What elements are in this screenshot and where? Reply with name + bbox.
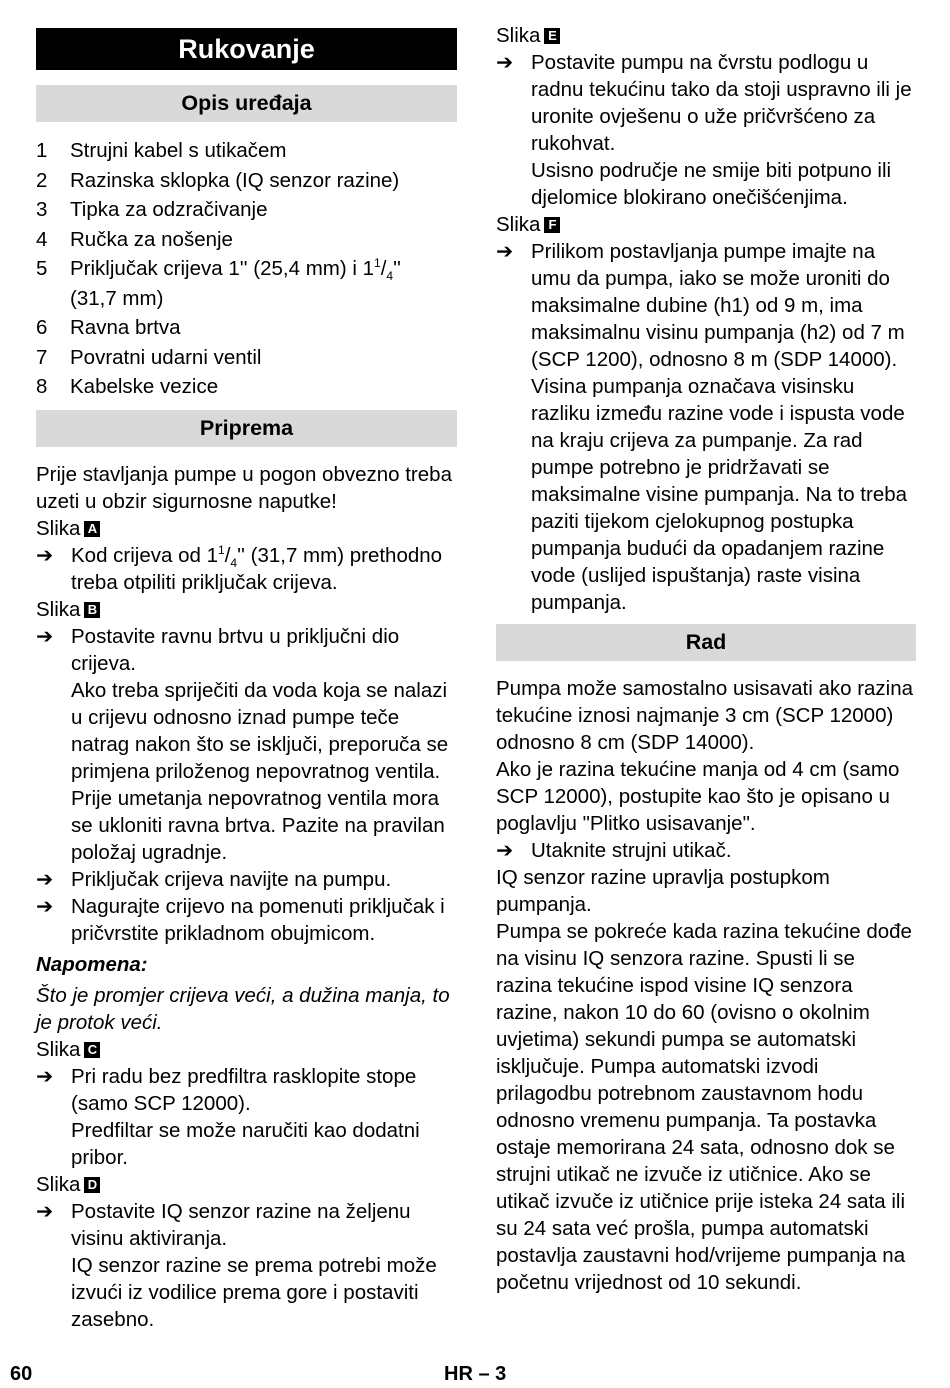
instruction-c: ➔ Pri radu bez predfiltra rasklopite stope (samo SCP 12000). bbox=[36, 1064, 417, 1115]
list-item: 5 Priključak crijeva 1'' (25,4 mm) i $1^1/_4''$ (31,7 mm) bbox=[36, 256, 401, 310]
parts-list bbox=[36, 136, 457, 402]
rad-paragraph-3: IQ senzor razine upravlja postupkom pumpanja. bbox=[496, 866, 830, 916]
arrow-right-icon: ➔ bbox=[36, 543, 54, 567]
figure-label-e: Slika E bbox=[496, 22, 916, 49]
instruction-f: ➔ Prilikom postavljanja pumpe imajte na umu da pumpa, iako se može uroniti do maksimalne dubine (h1) od 9 m, ima maksimalnu visinu pumpanja (h2) od 7 m (SCP 1200), odnosno 8 m (SDP 14000). bbox=[496, 240, 905, 371]
section-heading-rad: Rad bbox=[496, 624, 916, 661]
page-code: HR – 3 bbox=[444, 1363, 507, 1385]
instruction-rad: ➔ Utaknite strujni utikač. bbox=[496, 839, 732, 862]
instruction-d-text: IQ senzor razine se prema potrebi može izvući iz vodilice prema gore i postaviti zasebno. bbox=[71, 1253, 437, 1331]
list-item: 3 Tipka za odzračivanje bbox=[36, 198, 268, 221]
figure-label-b: Slika B bbox=[36, 596, 457, 623]
figure-f-badge: F bbox=[544, 217, 560, 233]
figure-d-badge: D bbox=[84, 1177, 100, 1193]
arrow-right-icon: ➔ bbox=[36, 867, 54, 891]
arrow-right-icon: ➔ bbox=[36, 1199, 54, 1223]
list-item: 6 Ravna brtva bbox=[36, 316, 181, 339]
arrow-right-icon: ➔ bbox=[36, 624, 54, 648]
arrow-right-icon: ➔ bbox=[496, 839, 514, 862]
rad-paragraph-1: Pumpa može samostalno usisavati ako razina tekućine iznosi najmanje 3 cm (SCP 12000) odnosno 8 cm (SDP 14000). bbox=[496, 677, 914, 754]
arrow-right-icon: ➔ bbox=[496, 240, 514, 263]
page-number: 60 bbox=[10, 1363, 33, 1385]
figure-e-badge: E bbox=[544, 28, 560, 44]
figure-a-badge: A bbox=[84, 521, 100, 537]
list-item: 8 Kabelske vezice bbox=[36, 375, 219, 398]
note-text: Što je promjer crijeva veći, a dužina manja, to je protok veći. bbox=[36, 983, 450, 1034]
instruction-b2: ➔ Priključak crijeva navijte na pumpu. bbox=[36, 867, 392, 891]
figure-b-badge: B bbox=[84, 602, 100, 618]
note-label: Napomena: bbox=[36, 952, 148, 976]
figure-label-c: Slika C bbox=[36, 1036, 457, 1063]
instruction-d: ➔ Postavite IQ senzor razine na željenu visinu aktiviranja. bbox=[36, 1199, 411, 1250]
rad-paragraph-4: Pumpa se pokreće kada razina tekućine dođe na visinu IQ senzora razine. Spusti li se razina tekućine ispod visine IQ senzora razine, nakon 10 do 60 (ovisno o okolnim uvjetima) sekundi pumpa se automatski isključuje. Pumpa automatski izvodi prilagodbu potrebnom zaustavnom hodu odnosno vremenu pumpanja. Ta postavka ostaje memorirana 24 sata, odnosno dok se strujni utikač ne izvuče iz utičnice. Ako se utikač izvuče iz utičnice prije isteka 24 sata ili su 24 sata već prošla, pumpa automatski postavlja zaustavni hod/vrijeme pumpanja na početnu vrijednost od 10 sekundi. bbox=[496, 920, 912, 1294]
instruction-e: ➔ Postavite pumpu na čvrstu podlogu u radnu tekućinu tako da stoji uspravno ili je uronite ovješenu o uže pričvršćeno za rukohvat. bbox=[496, 51, 912, 155]
instruction-e-text: Usisno područje ne smije biti potpuno ili djelomice blokirano onečišćenjima. bbox=[531, 159, 892, 209]
list-item: 7 Povratni udarni ventil bbox=[36, 345, 262, 369]
priprema-intro: Prije stavljanja pumpe u pogon obvezno treba uzeti u obzir sigurnosne naputke! bbox=[36, 462, 452, 513]
left-column bbox=[36, 28, 457, 1333]
instruction-c-text: Predfiltar se može naručiti kao dodatni pribor. bbox=[71, 1118, 420, 1169]
figure-label-f: Slika F bbox=[496, 211, 916, 238]
section-heading-opis: Opis uređaja bbox=[36, 85, 457, 122]
page-title: Rukovanje bbox=[36, 28, 457, 70]
instruction-b-text: Ako treba spriječiti da voda koja se nalazi u crijevu odnosno iznad pumpe teče natrag nakon što se isključi, preporuča se primjena priloženog nepovratnog ventila. Prije umetanja nepovratnog ventila mora se ukloniti ravna brtva. Pazite na pravilan položaj ugradnje. bbox=[71, 678, 449, 864]
figure-label-d: Slika D bbox=[36, 1171, 457, 1198]
instruction-a: ➔ Kod crijeva od $1^1/_4''$ (31,7 mm) prethodno treba otpiliti priključak crijeva. bbox=[36, 542, 443, 594]
list-item: 4 Ručka za nošenje bbox=[36, 227, 233, 251]
figure-label-a: Slika A bbox=[36, 515, 457, 542]
section-heading-priprema: Priprema bbox=[36, 410, 457, 447]
rad-paragraph-2: Ako je razina tekućine manja od 4 cm (samo SCP 12000), postupite kao što je opisano u poglavlju "Plitko usisavanje". bbox=[496, 758, 900, 835]
arrow-right-icon: ➔ bbox=[496, 51, 514, 74]
list-item: 2 Razinska sklopka (IQ senzor razine) bbox=[36, 168, 400, 192]
arrow-right-icon: ➔ bbox=[36, 1064, 54, 1088]
right-column bbox=[496, 22, 916, 1296]
instruction-b3: ➔ Nagurajte crijevo na pomenuti priključak i pričvrstite prikladnom obujmicom. bbox=[36, 894, 445, 945]
figure-c-badge: C bbox=[84, 1042, 100, 1058]
instruction-b1: ➔ Postavite ravnu brtvu u priključni dio crijeva. bbox=[36, 624, 400, 675]
arrow-right-icon: ➔ bbox=[36, 894, 54, 918]
instruction-f-text: Visina pumpanja označava visinsku razliku između razine vode i ispusta vode na kraju crijeva za pumpanje. Za rad pumpe potrebno je pridržavati se maksimalne visine pumpanja. Na to treba paziti tijekom cjelokupnog postupka pumpanja budući da opadanjem razine vode (uslijed ispuštanja) raste visina pumpanja. bbox=[531, 375, 908, 614]
list-item: 1 Strujni kabel s utikačem bbox=[36, 139, 287, 162]
